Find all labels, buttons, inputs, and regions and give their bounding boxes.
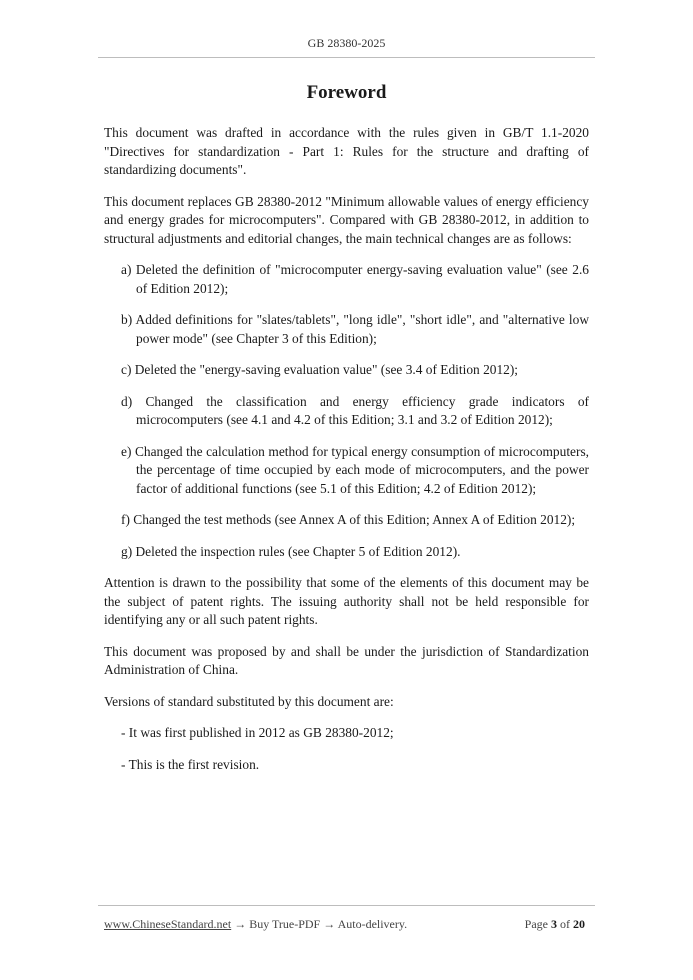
list-item: - This is the first revision.: [121, 756, 260, 772]
of-label: of: [557, 917, 573, 931]
changes-list: [104, 261, 589, 561]
page-label: Page: [524, 917, 551, 931]
page-title: Foreword: [306, 82, 387, 103]
list-item: - It was first published in 2012 as GB 28380-2012;: [121, 725, 394, 740]
paragraph-drafting-rules: This document was drafted in accordance with the rules given in GB/T 1.1-2020 "Directives for standardization - Part 1: Rules for the structure and drafting of standardizing documents".: [104, 125, 589, 177]
list-item: d) Changed the classification and energy efficiency grade indicators of microcomputers (see 4.1 and 4.2 of this Edition; 3.1 and 3.2 of Edition 2012);: [121, 393, 589, 427]
footer-tagline: → Buy True-PDF → Auto-delivery.: [231, 917, 408, 931]
paragraph-patent-notice: Attention is drawn to the possibility that some of the elements of this document may be the subject of patent rights. The issuing authority shall not be held responsible for identifying any or all such patent rights.: [104, 575, 589, 627]
paragraph-jurisdiction: This document was proposed by and shall be under the jurisdiction of Standardization Administration of China.: [104, 643, 589, 677]
versions-list: [104, 724, 589, 774]
list-item: g) Deleted the inspection rules (see Chapter 5 of Edition 2012).: [121, 543, 461, 559]
current-page: 3: [551, 917, 557, 931]
list-item: a) Deleted the definition of "microcomputer energy-saving evaluation value" (see 2.6 of Edition 2012);: [121, 262, 589, 296]
footer-divider: [98, 905, 595, 906]
paragraph-versions-intro: Versions of standard substituted by this document are:: [104, 693, 394, 709]
total-pages: 20: [573, 917, 585, 931]
header-divider: [98, 57, 595, 58]
footer-promo: [104, 917, 407, 932]
page-number: [525, 917, 585, 932]
list-item: f) Changed the test methods (see Annex A of this Edition; Annex A of Edition 2012);: [121, 512, 576, 527]
document-body: [104, 124, 589, 787]
list-item: e) Changed the calculation method for typical energy consumption of microcomputers, the percentage of time occupied by each mode of microcomputers, and the power factor of additional functions (see 5.1 of this Edition; 4.2 of Edition 2012);: [121, 443, 589, 496]
list-item: b) Added definitions for "slates/tablets", "long idle", "short idle", and "alternative low power mode" (see Chapter 3 of this Edition);: [121, 312, 589, 346]
running-header: GB 28380-2025: [307, 36, 386, 50]
list-item: c) Deleted the "energy-saving evaluation value" (see 3.4 of Edition 2012);: [121, 362, 519, 377]
paragraph-replacement: This document replaces GB 28380-2012 "Minimum allowable values of energy efficiency and energy grades for microcomputers". Compared with GB 28380-2012, in addition to structural adjustments and editorial changes, the main technical changes are as follows:: [104, 193, 589, 246]
site-link[interactable]: www.ChineseStandard.net: [104, 917, 232, 931]
